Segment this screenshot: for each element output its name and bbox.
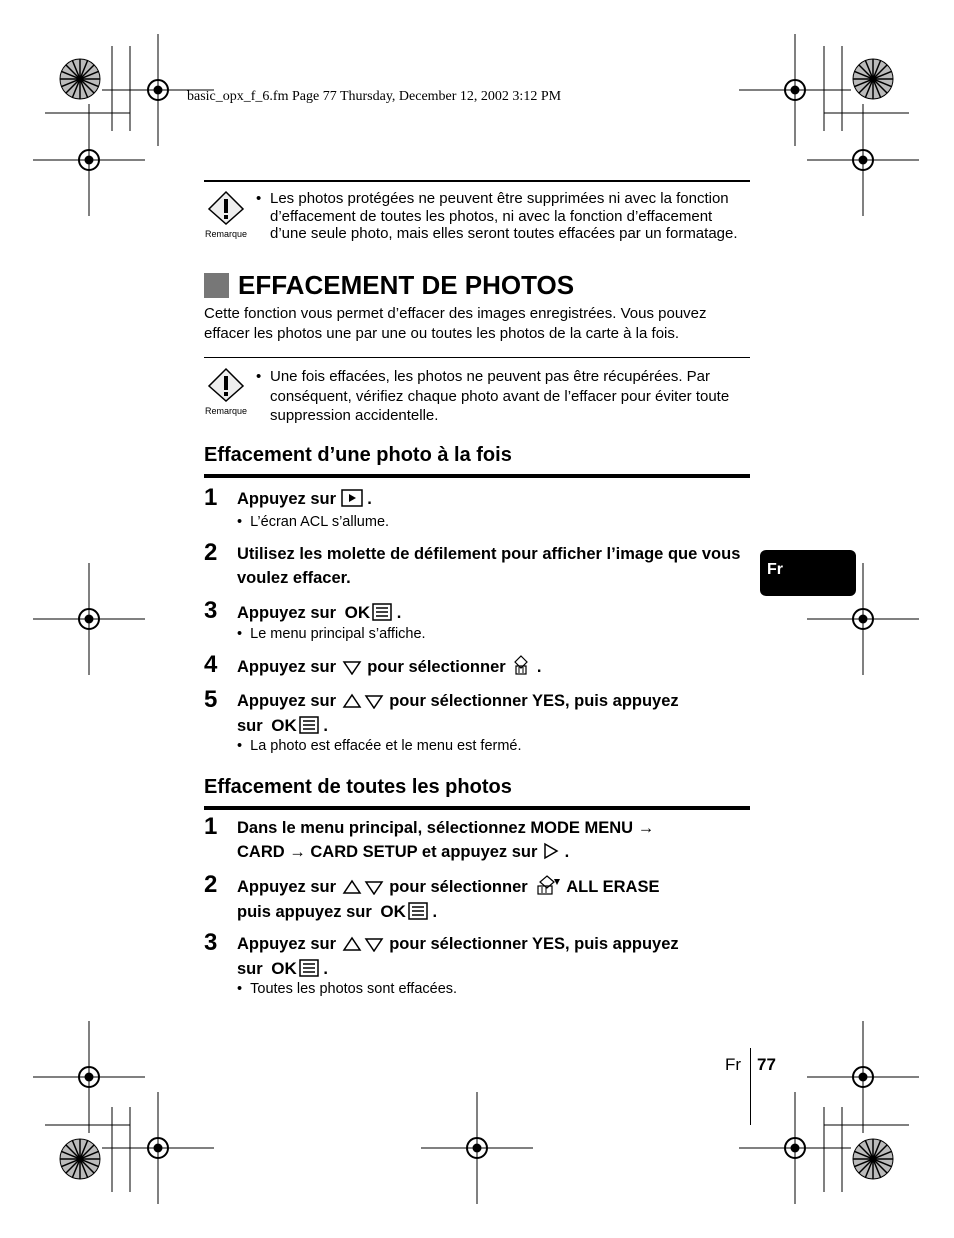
bullet: • <box>237 981 243 997</box>
step-text: Appuyez sur <box>237 604 337 622</box>
section-title <box>204 270 574 301</box>
step-number: 4 <box>204 651 218 678</box>
bullet: • <box>237 514 243 530</box>
step-text: puis appuyez sur <box>237 902 372 921</box>
arrow-icon: → <box>637 819 655 837</box>
bullet: • <box>237 626 243 642</box>
step-text: Appuyez sur <box>237 935 337 953</box>
step-text: Dans le menu principal, sélectionnez MODE MENU <box>237 819 634 837</box>
note-box-protected <box>204 190 750 262</box>
step-text: pour sélectionner YES, puis appuyez <box>389 692 679 710</box>
step-period: . <box>367 490 372 508</box>
step-number: 2 <box>204 871 218 898</box>
step-period: . <box>396 604 402 622</box>
step-result: L’écran ACL s’allume. <box>250 514 390 530</box>
note-text: Les photos protégées ne peuvent être supprimées ni avec la fonction d’effacement de toutes les photos, ni avec la fonction d’effacement d’une seule photo, mais elles seront toutes effacées par un formatage. <box>270 190 738 242</box>
remarque-icon <box>204 367 248 416</box>
playback-button-icon <box>341 489 363 507</box>
step-text: sur <box>237 959 263 978</box>
step-text: ALL ERASE <box>566 878 660 896</box>
up-arrow-icon <box>341 879 363 895</box>
menu-button-icon <box>299 959 319 977</box>
step-number: 1 <box>204 484 218 511</box>
footer-divider <box>750 1048 751 1125</box>
ok-label: OK <box>271 958 297 978</box>
step-number: 3 <box>204 929 218 956</box>
step-text: pour sélectionner <box>389 878 528 896</box>
step-text: pour sélectionner <box>367 658 506 676</box>
step-period: . <box>536 658 542 676</box>
step-text: sur <box>237 716 263 735</box>
step-period: . <box>323 716 328 735</box>
step-text: Appuyez sur <box>237 490 337 508</box>
menu-button-icon <box>299 716 319 734</box>
up-arrow-icon <box>341 936 363 952</box>
arrow-icon: → <box>289 842 306 861</box>
language-tab <box>760 550 856 596</box>
step-result: La photo est effacée et le menu est fermé. <box>250 738 522 754</box>
remarque-label: Remarque <box>204 229 248 239</box>
right-arrow-icon <box>542 842 560 860</box>
remarque-label: Remarque <box>204 406 248 416</box>
step-result: Toutes les photos sont effacées. <box>250 981 458 997</box>
step-number: 5 <box>204 686 218 713</box>
step-number: 1 <box>204 813 218 840</box>
step-number: 2 <box>204 539 218 566</box>
all-erase-icon <box>532 875 562 895</box>
subsection-rule <box>204 474 750 478</box>
file-header: basic_opx_f_6.fm Page 77 Thursday, December 12, 2002 3:12 PM <box>187 89 562 104</box>
note-text: Une fois effacées, les photos ne peuvent pas être récupérées. Par conséquent, vérifiez chaque photo avant de l’effacer pour éviter toute suppression accidentelle. <box>270 368 730 424</box>
step-text: Appuyez sur <box>237 658 337 676</box>
step-number: 3 <box>204 597 218 624</box>
menu-button-icon <box>408 902 428 920</box>
step-text: Utilisez les molette de défilement pour afficher l’image que vous voulez effacer. <box>237 545 741 587</box>
step-period: . <box>432 902 438 921</box>
footer-language: Fr <box>725 1055 742 1074</box>
bullet: • <box>256 368 262 385</box>
remarque-icon <box>204 190 248 239</box>
note-rule-top <box>204 357 750 358</box>
language-tab-label: Fr <box>767 561 783 578</box>
step-period: . <box>564 842 570 861</box>
ok-label: OK <box>271 715 297 735</box>
step-result: Le menu principal s’affiche. <box>250 626 426 642</box>
ok-label: OK <box>344 603 371 622</box>
step-period: . <box>323 959 328 978</box>
down-arrow-icon <box>341 659 363 675</box>
step-text: CARD <box>237 842 285 861</box>
step-text: CARD SETUP et appuyez sur <box>310 842 538 861</box>
down-arrow-icon <box>363 693 385 709</box>
step-text: Appuyez sur <box>237 692 337 710</box>
bullet: • <box>256 190 262 207</box>
subsection-title-single: Effacement d’une photo à la fois <box>204 444 512 466</box>
note-rule-top <box>204 180 750 182</box>
section-intro: Cette fonction vous permet d’effacer des images enregistrées. Vous pouvez effacer les photos une par une ou toutes les photos de la carte à la fois. <box>204 305 707 342</box>
bullet: • <box>237 738 243 754</box>
subsection-rule <box>204 806 750 810</box>
note-box-irreversible <box>204 367 750 427</box>
down-arrow-icon <box>363 936 385 952</box>
erase-icon <box>510 655 532 675</box>
section-title-text: EFFACEMENT DE PHOTOS <box>238 270 575 300</box>
down-arrow-icon <box>363 879 385 895</box>
subsection-title-all: Effacement de toutes les photos <box>204 776 512 798</box>
up-arrow-icon <box>341 693 363 709</box>
step-text: pour sélectionner YES, puis appuyez <box>389 935 679 953</box>
page-number: 77 <box>757 1055 776 1074</box>
step-text: Appuyez sur <box>237 878 337 896</box>
section-square-icon <box>204 273 229 298</box>
menu-button-icon <box>372 603 392 621</box>
ok-label: OK <box>380 901 406 921</box>
